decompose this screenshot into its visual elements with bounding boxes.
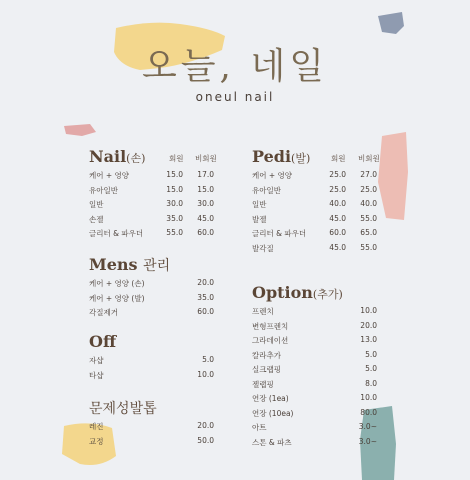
nonmember-price: 25.0: [360, 184, 377, 194]
member-price: 40.0: [329, 199, 346, 208]
price-row: [89, 199, 229, 211]
member-price: 30.0: [166, 199, 183, 208]
item-name: 실크랩핑: [252, 365, 281, 374]
item-name: 프렌치: [252, 307, 274, 316]
price: 50.0: [197, 435, 214, 445]
price: 5.0: [202, 355, 214, 364]
nonmember-price: 30.0: [197, 199, 214, 208]
price-row: [252, 214, 392, 226]
price-row: [89, 185, 229, 197]
item-name: 그라데이션: [252, 336, 289, 345]
mens-section-title: Mens 관리: [89, 255, 171, 274]
nonmember-price: 55.0: [360, 213, 377, 223]
pedi-section-title: Pedi(발): [252, 147, 311, 166]
item-name: 케어 + 영양 (발): [89, 293, 145, 303]
option-section: [252, 283, 392, 453]
nonmember-price: 45.0: [197, 213, 214, 223]
item-name: 케어 + 영양: [252, 171, 293, 180]
price-row: [89, 307, 229, 319]
item-name: 변형프렌치: [252, 321, 289, 331]
nail-header-member: 회원: [169, 154, 184, 163]
item-name: 케어 + 영양: [89, 171, 130, 180]
nonmember-price: 27.0: [360, 170, 377, 179]
price-row: [89, 278, 229, 290]
pedi-section: [252, 147, 392, 257]
price-row: [252, 321, 392, 333]
problem-section-title: 문제성발톱: [89, 401, 157, 417]
price: 20.0: [197, 278, 214, 287]
price-row: [89, 436, 229, 448]
price-row: [252, 185, 392, 197]
price-row: [89, 293, 229, 305]
price-row: [89, 421, 229, 433]
item-name: 교정: [89, 436, 104, 446]
price: 80.0: [360, 407, 377, 417]
nonmember-price: 17.0: [197, 170, 214, 179]
item-name: 칼라추가: [252, 350, 281, 360]
item-name: 연장 (1ea): [252, 394, 289, 403]
price: 8.0: [365, 378, 377, 388]
nonmember-price: 60.0: [197, 228, 214, 237]
nonmember-price: 65.0: [360, 228, 377, 237]
item-name: 케어 + 영양 (손): [89, 279, 145, 288]
shop-title: 오늘, 네일: [142, 46, 328, 87]
nail-section-title: Nail(손): [89, 147, 146, 166]
price: 3.0~: [358, 436, 377, 446]
item-name: 아트: [252, 423, 267, 432]
price-row: [252, 228, 392, 240]
price-row: [89, 355, 229, 367]
price: 5.0: [365, 349, 377, 359]
price: 10.0: [360, 306, 377, 315]
item-name: 유아일반: [89, 185, 118, 195]
item-name: 타샵: [89, 370, 104, 380]
pedi-header-member: 회원: [331, 154, 346, 163]
member-price: 55.0: [166, 228, 183, 237]
item-name: 자샵: [89, 356, 104, 365]
item-name: 일반: [252, 200, 267, 209]
member-price: 15.0: [166, 184, 183, 194]
price: 20.0: [197, 421, 214, 430]
nail-header-nonmember: 비회원: [195, 154, 217, 163]
item-name: 레진: [89, 422, 104, 431]
member-price: 25.0: [329, 184, 346, 194]
price: 35.0: [197, 292, 214, 302]
price-row: [89, 170, 229, 182]
item-name: 발각질: [252, 243, 274, 253]
item-name: 젤랩핑: [252, 379, 274, 389]
price-row: [252, 243, 392, 255]
price: 5.0: [365, 364, 377, 373]
nail-section: [89, 147, 229, 247]
price: 20.0: [360, 320, 377, 330]
item-name: 발젤: [252, 214, 267, 224]
price-row: [252, 335, 392, 347]
price-row: [89, 228, 229, 240]
shop-subtitle: oneul nail: [195, 90, 275, 104]
price-row: [252, 306, 392, 318]
price-row: [252, 170, 392, 182]
item-name: 각질제거: [89, 308, 118, 317]
price-row: [89, 370, 229, 382]
member-price: 25.0: [329, 170, 346, 179]
nonmember-price: 15.0: [197, 184, 214, 194]
nonmember-price: 40.0: [360, 199, 377, 208]
mens-section: [89, 255, 229, 325]
member-price: 45.0: [329, 213, 346, 223]
price-row: [252, 199, 392, 211]
price-row: [252, 350, 392, 362]
price: 13.0: [360, 335, 377, 344]
price-row: [252, 364, 392, 376]
item-name: 유아일반: [252, 185, 281, 195]
price-row: [252, 379, 392, 391]
member-price: 45.0: [329, 242, 346, 252]
price: 10.0: [197, 369, 214, 379]
option-section-title: Option(추가): [252, 283, 343, 302]
price: 10.0: [360, 393, 377, 402]
off-section-title: Off: [89, 332, 117, 351]
price-row: [252, 422, 392, 434]
nonmember-price: 55.0: [360, 242, 377, 252]
price-row: [252, 408, 392, 420]
price-row: [89, 214, 229, 226]
item-name: 스톤 & 파츠: [252, 437, 292, 447]
price: 60.0: [197, 307, 214, 316]
item-name: 글리터 & 파우더: [89, 229, 144, 238]
problem-section: [89, 398, 229, 453]
price-row: [252, 393, 392, 405]
pedi-header-nonmember: 비회원: [358, 154, 380, 163]
member-price: 60.0: [329, 228, 346, 237]
member-price: 35.0: [166, 213, 183, 223]
price: 3.0~: [358, 422, 377, 431]
item-name: 손젤: [89, 214, 104, 224]
item-name: 글리터 & 파우더: [252, 229, 307, 238]
slate-brush-top-right: [376, 8, 406, 38]
item-name: 연장 (10ea): [252, 408, 294, 418]
off-section: [89, 332, 229, 387]
pink-brush-left: [62, 122, 98, 138]
member-price: 15.0: [166, 170, 183, 179]
item-name: 일반: [89, 200, 104, 209]
price-row: [252, 437, 392, 449]
